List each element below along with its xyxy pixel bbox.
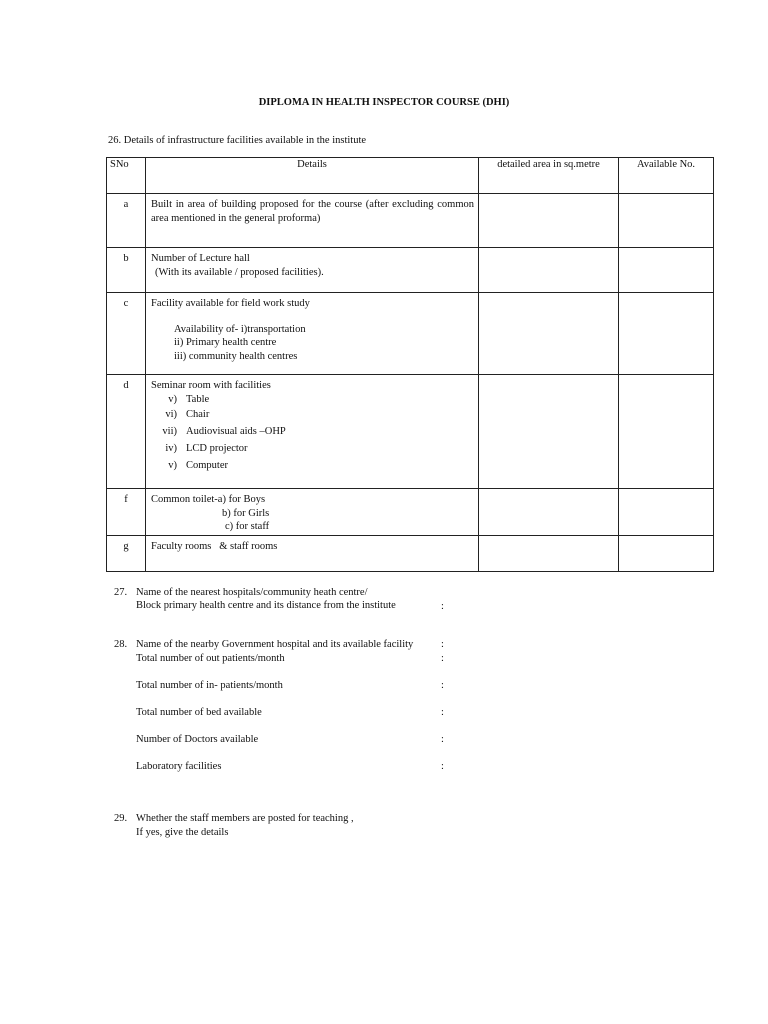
row-c-area-cell (479, 293, 619, 375)
row-f-line-3: c) for staff (225, 521, 270, 532)
row-d-sno: d (107, 375, 146, 489)
question-28-line-3: Total number of in- patients/month (136, 680, 283, 691)
row-c-line-4: iii) community health centres (174, 350, 298, 362)
row-d-line-1: Seminar room with facilities (151, 380, 271, 391)
table-row-c (107, 293, 714, 375)
row-b-line-1: Number of Lecture hall (151, 253, 250, 264)
colon: : (441, 601, 444, 612)
question-29-number: 29. (114, 813, 128, 824)
seminar-item: vi) Chair (165, 408, 210, 420)
question-29-line-1: Whether the staff members are posted for teaching , (136, 813, 354, 824)
row-b-line-2: (With its available / proposed facilities). (155, 266, 324, 278)
infrastructure-table (106, 157, 714, 572)
question-29-line-2: If yes, give the details (136, 827, 229, 838)
table-row-b (107, 248, 714, 293)
question-27-number: 27. (114, 587, 128, 598)
colon: : (441, 761, 444, 772)
question-28-line-4: Total number of bed available (136, 707, 262, 718)
row-f-line-2: b) for Girls (222, 507, 270, 519)
table-header-row (107, 158, 714, 194)
seminar-item: v) Table (168, 393, 210, 405)
row-b-area-cell (479, 248, 619, 293)
colon: : (441, 653, 444, 664)
seminar-item: iv) LCD projector (165, 442, 248, 454)
row-c-sno: c (107, 293, 146, 375)
colon: : (441, 639, 444, 650)
row-c-line-1: Facility available for field work study (151, 298, 310, 309)
row-a-area-cell (479, 194, 619, 248)
row-g-line-1: Faculty rooms & staff rooms (151, 541, 278, 552)
row-a-sno: a (107, 194, 146, 248)
table-row-f (107, 489, 714, 536)
row-c-line-3: ii) Primary health centre (174, 337, 277, 348)
row-b-sno: b (107, 248, 146, 293)
question-28-number: 28. (114, 639, 128, 650)
row-c-line-2: Availability of- i)transportation (174, 323, 306, 335)
page-title: DIPLOMA IN HEALTH INSPECTOR COURSE (DHI) (258, 97, 510, 108)
header-available: Available No. (619, 158, 714, 194)
header-sno: SNo (107, 158, 146, 194)
header-area: detailed area in sq.metre (479, 158, 619, 194)
row-g-area-cell (479, 536, 619, 572)
seminar-item: vii) Audiovisual aids –OHP (162, 425, 286, 437)
question-28-line-6: Laboratory facilities (136, 761, 222, 772)
question-28-line-2: Total number of out patients/month (136, 653, 285, 664)
row-f-available-cell (619, 489, 714, 536)
row-b-available-cell (619, 248, 714, 293)
row-d-available-cell (619, 375, 714, 489)
question-28-line-1: Name of the nearby Government hospital and its available facility (136, 639, 414, 650)
row-a-details: Built in area of building proposed for the course (after excluding common area mentioned in the general proforma) (151, 199, 474, 224)
row-g-sno: g (107, 536, 146, 572)
colon: : (441, 707, 444, 718)
row-f-sno: f (107, 489, 146, 536)
section-26-heading: 26. Details of infrastructure facilities available in the institute (108, 135, 367, 146)
question-27 (114, 586, 368, 600)
colon: : (441, 680, 444, 691)
question-28-line-5: Number of Doctors available (136, 734, 259, 745)
row-a-available-cell (619, 194, 714, 248)
header-details: Details (146, 158, 479, 194)
row-f-area-cell (479, 489, 619, 536)
table-row-a (107, 194, 714, 248)
row-c-available-cell (619, 293, 714, 375)
question-27-line-1: Name of the nearest hospitals/community heath centre/ (136, 587, 368, 598)
row-g-available-cell (619, 536, 714, 572)
colon: : (441, 734, 444, 745)
row-d-area-cell (479, 375, 619, 489)
table-row-d (107, 375, 714, 489)
question-28 (114, 638, 413, 652)
table-row-g (107, 536, 714, 572)
row-f-line-1: Common toilet-a) for Boys (151, 494, 266, 505)
seminar-item: v) Computer (168, 459, 228, 471)
question-29 (114, 812, 354, 826)
question-27-line-2: Block primary health centre and its distance from the institute (136, 600, 396, 611)
